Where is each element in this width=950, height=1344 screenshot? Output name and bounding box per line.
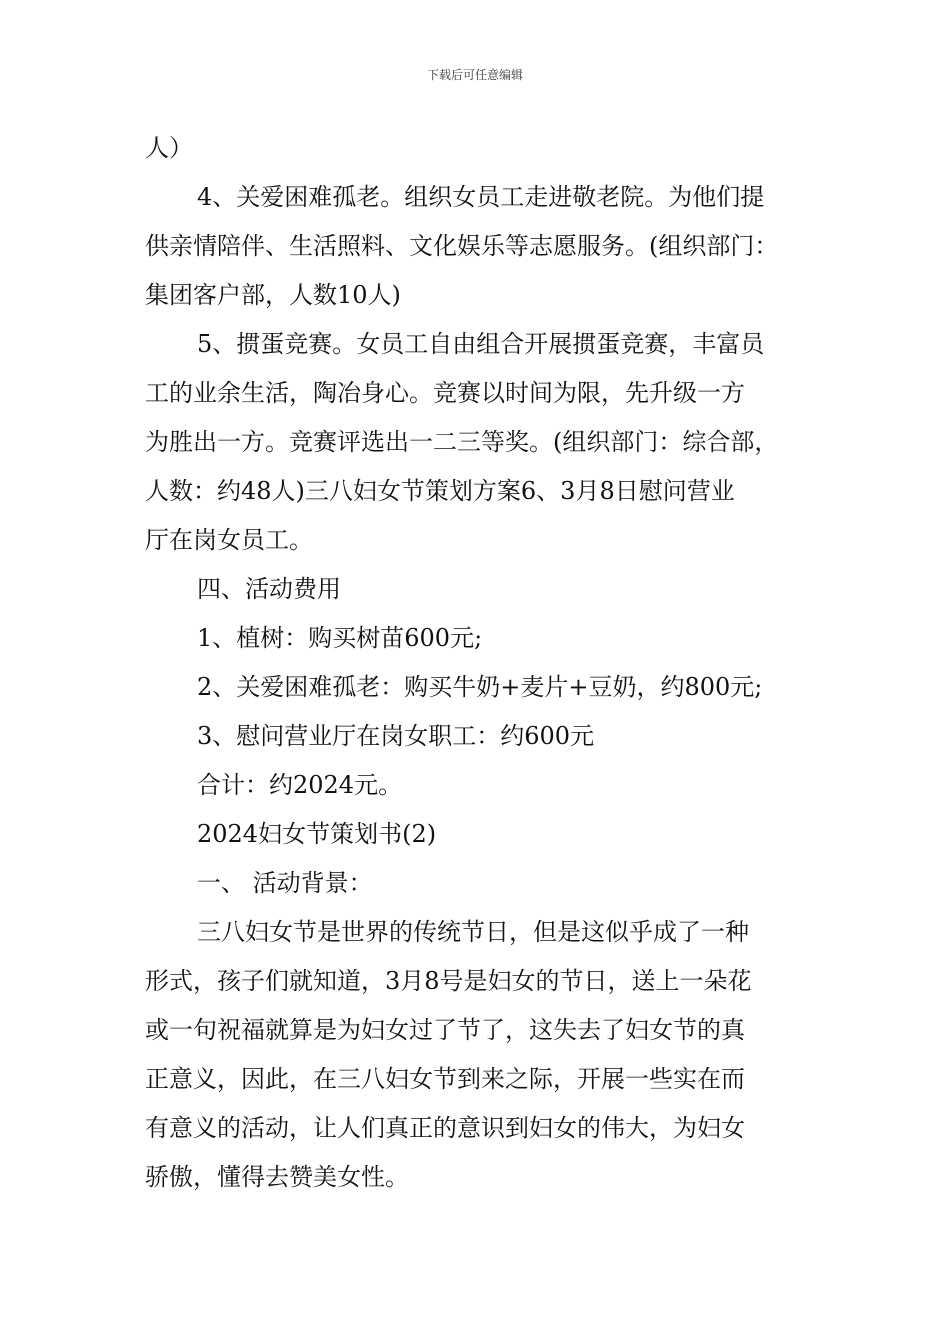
text-line: 工的业余生活，陶冶身心。竞赛以时间为限，先升级一方: [145, 379, 745, 407]
text-line: 人）: [145, 134, 193, 162]
text-line: 厅在岗女员工。: [145, 526, 313, 554]
cost-item: 1、植树：购买树苗600元;: [197, 624, 483, 652]
text-line: 骄傲，懂得去赞美女性。: [145, 1163, 409, 1191]
text-line: 有意义的活动，让人们真正的意识到妇女的伟大，为妇女: [145, 1114, 745, 1142]
text-line: 正意义，因此，在三八妇女节到来之际，开展一些实在而: [145, 1065, 745, 1093]
section-heading-costs: 四、活动费用: [197, 575, 341, 603]
text-line: 或一句祝福就算是为妇女过了节了，这失去了妇女节的真: [145, 1016, 745, 1044]
text-line: 形式，孩子们就知道，3月8号是妇女的节日，送上一朵花: [145, 967, 752, 995]
paragraph-card-competition: 5、掼蛋竞赛。女员工自由组合开展掼蛋竞赛，丰富员: [197, 330, 765, 358]
cost-item: 2、关爱困难孤老：购买牛奶+麦片+豆奶，约800元;: [197, 673, 763, 701]
document-body: [145, 124, 835, 1202]
paragraph-care-elderly: 4、关爱困难孤老。组织女员工走进敬老院。为他们提: [197, 183, 765, 211]
text-line: 集团客户部，人数10人): [145, 281, 401, 309]
text-line: 人数：约48人)三八妇女节策划方案6、3月8日慰问营业: [145, 477, 735, 505]
text-line: 为胜出一方。竞赛评选出一二三等奖。(组织部门：综合部，: [145, 428, 779, 456]
section-heading-background: 一、 活动背景：: [197, 869, 373, 897]
cost-total: 合计：约2024元。: [197, 771, 403, 799]
cost-item: 3、慰问营业厅在岗女职工：约600元: [197, 722, 595, 750]
page-header: 下载后可任意编辑: [426, 68, 523, 82]
text-line: 供亲情陪伴、生活照料、文化娱乐等志愿服务。(组织部门：: [145, 232, 779, 260]
paragraph-background: 三八妇女节是世界的传统节日，但是这似乎成了一种: [197, 918, 749, 946]
document-section-title: 2024妇女节策划书(2): [197, 820, 437, 848]
